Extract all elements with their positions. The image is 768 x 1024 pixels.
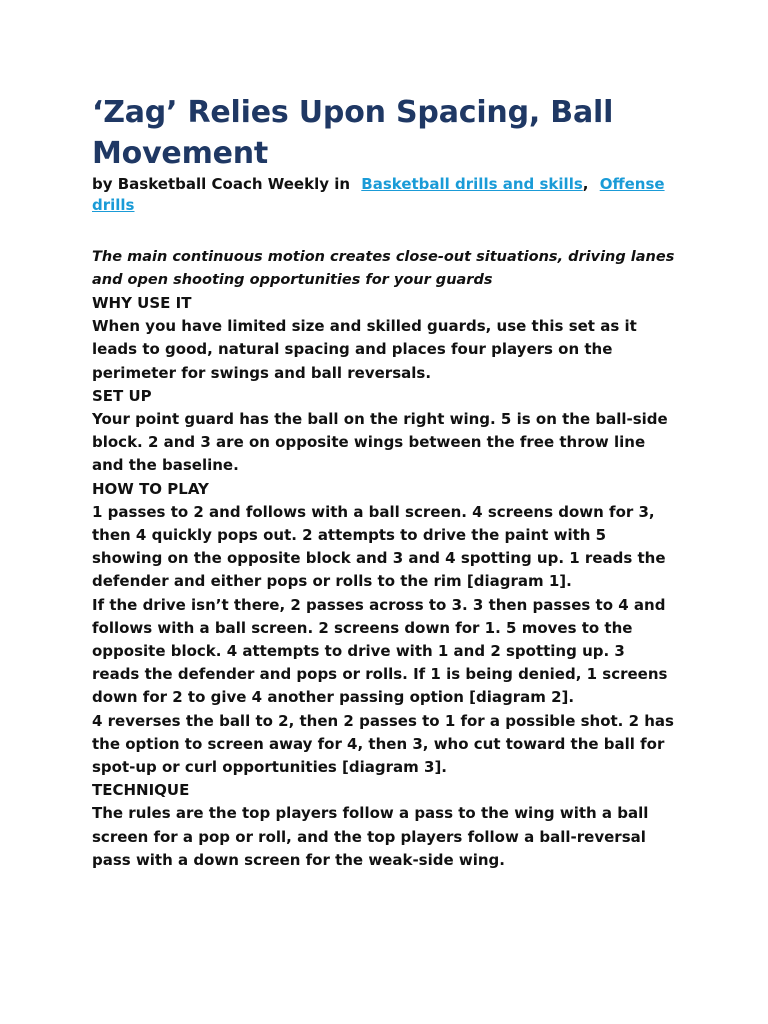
- article-intro: The main continuous motion creates close-out situations, driving lanes and open shooting opportunities for your guards: [92, 249, 675, 288]
- section-paragraph: Your point guard has the ball on the right wing. 5 is on the ball-side block. 2 and 3 are on opposite wings between the free throw line and the baseline.: [92, 410, 668, 475]
- byline-author: by Basketball Coach Weekly in: [92, 175, 351, 193]
- section-heading-technique: TECHNIQUE: [92, 781, 190, 800]
- section-heading-set-up: SET UP: [92, 386, 152, 405]
- section-paragraph: The rules are the top players follow a pass to the wing with a ball screen for a pop or roll, and the top players follow a ball-reversal pass with a down screen for the weak-side wing.: [92, 804, 649, 869]
- section-heading-how-to-play: HOW TO PLAY: [92, 479, 209, 498]
- section-heading-why-use-it: WHY USE IT: [92, 294, 192, 312]
- section-paragraph: If the drive isn’t there, 2 passes across to 3. 3 then passes to 4 and follows with a ball screen. 2 screens down for 1. 5 moves to the opposite block. 4 attempts to drive with 1 and 2 spotting up. 3 reads the defender and pops or rolls. If 1 is being denied, 1 screens down for 2 to give 4 another passing option [diagram 2].: [92, 595, 668, 707]
- section-paragraph: When you have limited size and skilled guards, use this set as it leads to good, natural spacing and places four players on the perimeter for swings and ball reversals.: [92, 317, 637, 382]
- category-link-offense-drills[interactable]: Offense drills: [92, 175, 665, 214]
- byline-separator: ,: [582, 175, 589, 193]
- category-link-drills-skills[interactable]: Basketball drills and skills: [361, 175, 583, 193]
- byline: [92, 174, 676, 216]
- section-paragraph: 4 reverses the ball to 2, then 2 passes to 1 for a possible shot. 2 has the option to screen away for 4, then 3, who cut toward the ball for spot-up or curl opportunities [diagram 3].: [92, 711, 674, 777]
- section-paragraph: 1 passes to 2 and follows with a ball screen. 4 screens down for 3, then 4 quickly pops out. 2 attempts to drive the paint with 5 showing on the opposite block and 3 and 4 spotting up. 1 reads the defender and either pops or rolls to the rim [diagram 1].: [92, 502, 666, 591]
- article-title: ‘Zag’ Relies Upon Spacing, Ball Movement: [92, 95, 614, 171]
